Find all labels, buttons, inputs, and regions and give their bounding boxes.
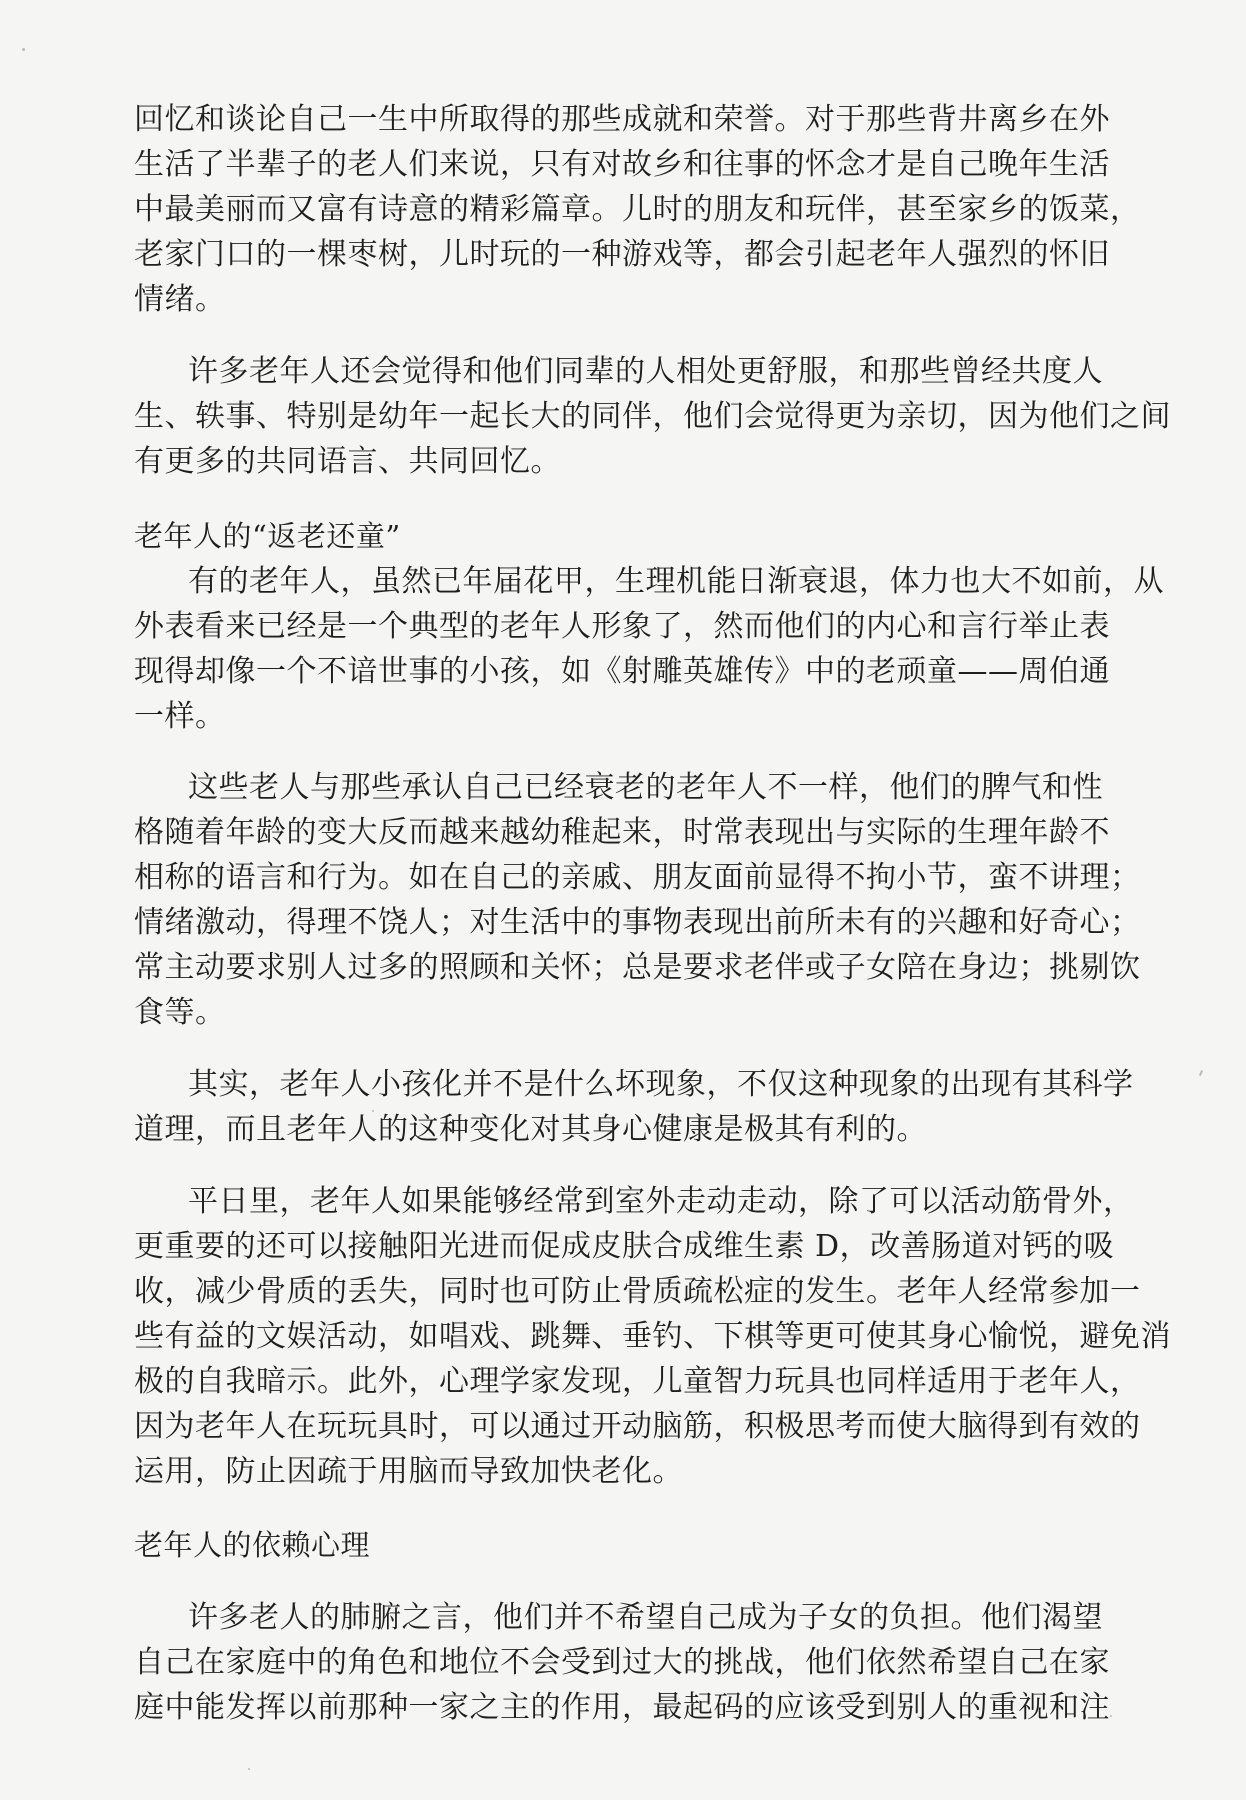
body-text-line: 许多老人的肺腑之言，他们并不希望自己成为子女的负担。他们渴望 [188,1600,1103,1635]
body-text-line: 一样。 [134,699,226,734]
body-text-line: 情绪激动，得理不饶人；对生活中的事物表现出前所未有的兴趣和好奇心； [134,905,1141,940]
body-text-line: 运用，防止因疏于用脑而导致加快老化。 [134,1454,683,1489]
body-text-line: 外表看来已经是一个典型的老年人形象了，然而他们的内心和言行举止表 [134,609,1110,644]
body-text-line: 自己在家庭中的角色和地位不会受到过大的挑战，他们依然希望自己在家 [134,1645,1110,1680]
body-text-line: 格随着年龄的变大反而越来越幼稚起来，时常表现出与实际的生理年龄不 [134,815,1110,850]
body-text-line: 这些老人与那些承认自己已经衰老的老年人不一样，他们的脾气和性 [188,770,1103,805]
body-text-line: 相称的语言和行为。如在自己的亲戚、朋友面前显得不拘小节，蛮不讲理； [134,860,1141,895]
body-text-line: 有的老年人，虽然已年届花甲，生理机能日渐衰退，体力也大不如前，从 [188,564,1164,599]
section-heading: 老年人的依赖心理 [134,1528,371,1562]
body-text-line: 情绪。 [134,282,226,317]
body-text-line: 更重要的还可以接触阳光进而促成皮肤合成维生素 D，改善肠道对钙的吸 [134,1229,1115,1264]
body-text-line: 平日里，老年人如果能够经常到室外走动走动，除了可以活动筋骨外， [188,1184,1134,1219]
scan-speck [1110,1715,1112,1717]
section-heading: 老年人的“返老还童” [134,519,401,553]
scan-speck [22,48,25,51]
body-text-line: 生活了半辈子的老人们来说，只有对故乡和往事的怀念才是自己晚年生活 [134,147,1110,182]
body-text-line: 道理，而且老年人的这种变化对其身心健康是极其有利的。 [134,1112,927,1147]
body-text-line: 老家门口的一棵枣树，儿时玩的一种游戏等，都会引起老年人强烈的怀旧 [134,237,1110,272]
body-text-line: 食等。 [134,995,226,1030]
scan-speck [1199,1070,1203,1076]
body-text-line: 许多老年人还会觉得和他们同辈的人相处更舒服，和那些曾经共度人 [188,354,1103,389]
body-text-line: 现得却像一个不谙世事的小孩，如《射雕英雄传》中的老顽童——周伯通 [134,654,1110,689]
scan-speck [372,1110,374,1112]
body-text-line: 其实，老年人小孩化并不是什么坏现象，不仅这种现象的出现有其科学 [188,1067,1134,1102]
body-text-line: 回忆和谈论自己一生中所取得的那些成就和荣誉。对于那些背井离乡在外 [134,102,1110,137]
body-text-line: 有更多的共同语言、共同回忆。 [134,444,561,479]
body-text-line: 庭中能发挥以前那种一家之主的作用，最起码的应该受到别人的重视和注 [134,1690,1110,1725]
body-text-line: 生、轶事、特别是幼年一起长大的同伴，他们会觉得更为亲切，因为他们之间 [134,399,1171,434]
scan-speck [248,1768,250,1770]
body-text-line: 收，减少骨质的丢失，同时也可防止骨质疏松症的发生。老年人经常参加一 [134,1274,1141,1309]
body-text-line: 因为老年人在玩玩具时，可以通过开动脑筋，积极思考而使大脑得到有效的 [134,1409,1141,1444]
body-text-line: 中最美丽而又富有诗意的精彩篇章。儿时的朋友和玩伴，甚至家乡的饭菜， [134,192,1141,227]
body-text-line: 常主动要求别人过多的照顾和关怀；总是要求老伴或子女陪在身边；挑剔饮 [134,950,1141,985]
body-text-line: 些有益的文娱活动，如唱戏、跳舞、垂钓、下棋等更可使其身心愉悦，避免消 [134,1319,1171,1354]
body-text-line: 极的自我暗示。此外，心理学家发现，儿童智力玩具也同样适用于老年人， [134,1364,1141,1399]
